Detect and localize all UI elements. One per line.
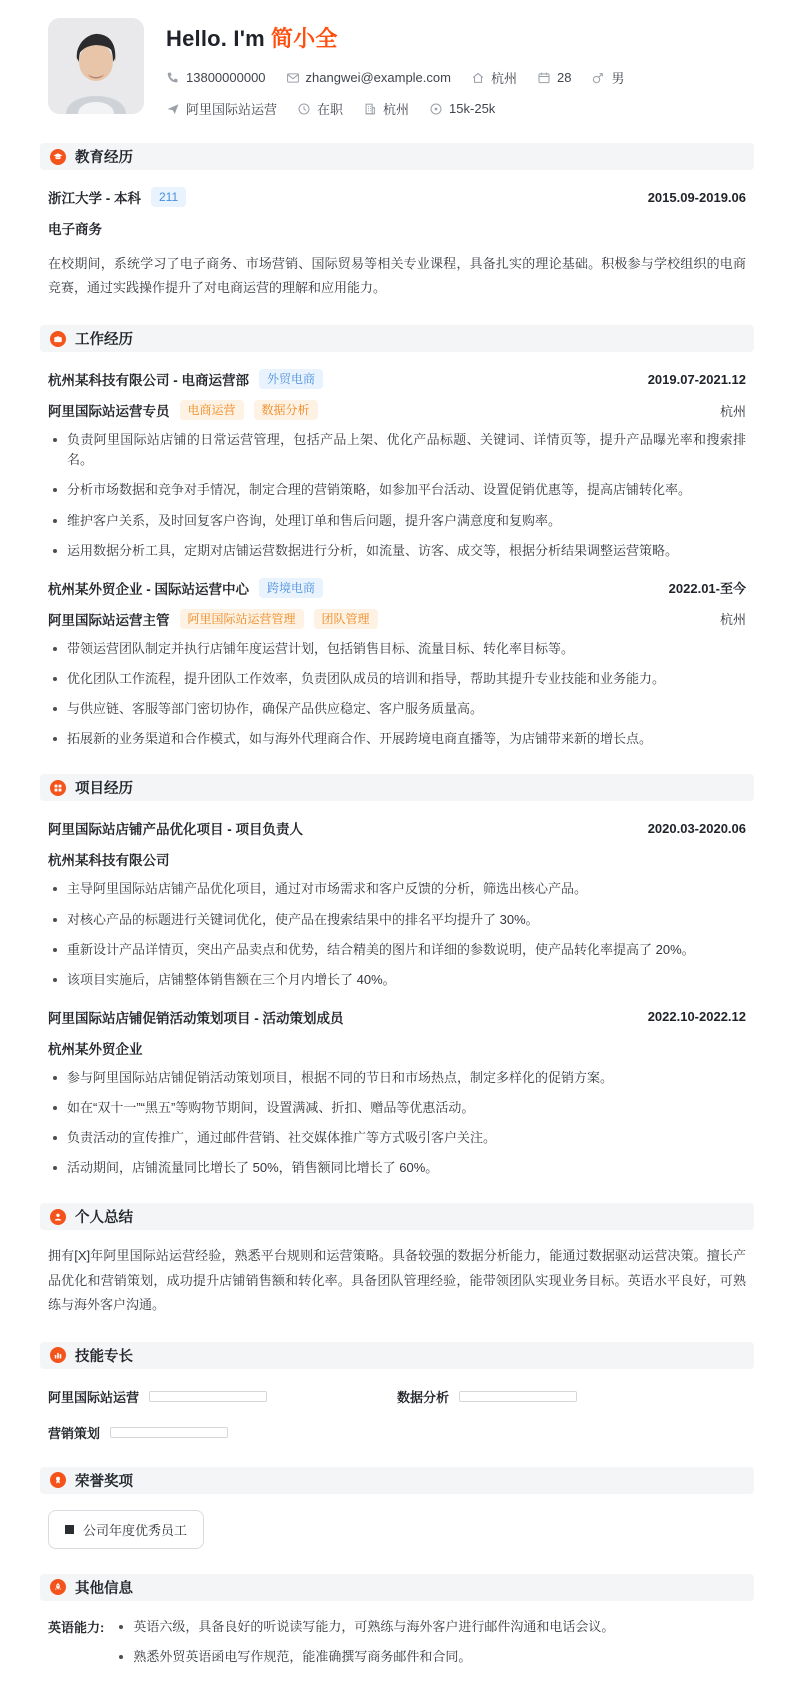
education-description: 在校期间，系统学习了电子商务、市场营销、国际贸易等相关专业课程，具备扎实的理论基础。积极参与学校组织的电商竞赛，通过实践操作提升了对电商运营的理解和应用能力。	[48, 256, 746, 296]
other-info-row	[48, 1617, 746, 1667]
company-name: 杭州某外贸企业 - 国际站运营中心	[48, 581, 249, 597]
work-date: 2019.07-2021.12	[647, 371, 746, 387]
greeting-text: Hello. I'm	[166, 26, 265, 51]
skill-name: 阿里国际站运营	[48, 1389, 140, 1405]
section-summary	[40, 1203, 754, 1316]
section-other	[40, 1574, 754, 1667]
work-bullet: 运用数据分析工具，定期对店铺运营数据进行分析，如流量、访客、成交等，根据分析结果调整运营策略。	[48, 541, 746, 561]
greeting-title	[166, 22, 624, 53]
work-entry-head	[48, 578, 746, 598]
briefcase-icon	[50, 331, 66, 347]
work-entry	[48, 369, 746, 561]
work-city-text: 杭州	[383, 102, 410, 117]
status-icon	[297, 102, 311, 116]
work-bullet: 负责阿里国际站店铺的日常运营管理，包括产品上架、优化产品标题、关键词、详情页等，提升产品曝光率和搜索排名。	[48, 430, 746, 470]
honors-section-title: 荣誉奖项	[75, 1473, 133, 1490]
project-bullet-list	[48, 879, 746, 990]
project-company: 杭州某科技有限公司	[48, 853, 170, 869]
company-name: 杭州某科技有限公司 - 电商运营部	[48, 373, 249, 389]
summary-text: 拥有[X]年阿里国际站运营经验，熟悉平台规则和运营策略。具备较强的数据分析能力，能通过数据驱动运营决策。擅长产品优化和营销策划，成功提升店铺销售额和转化率。具备团队管理经验，能带领团队实现业务目标。英语水平良好，可熟练与海外客户沟通。	[48, 1248, 746, 1312]
person-icon	[50, 1209, 66, 1225]
other-label: 英语能力:	[48, 1619, 105, 1635]
school-name: 浙江大学 - 本科	[48, 191, 141, 206]
bar-chart-icon	[50, 1347, 66, 1363]
skill-bar	[149, 1391, 267, 1402]
skill-name: 数据分析	[397, 1389, 450, 1405]
work-bullet: 与供应链、客服等部门密切协作，确保产品供应稳定、客户服务质量高。	[48, 699, 746, 719]
project-entry-head	[48, 818, 746, 838]
other-bullet: 英语六级，具备良好的听说读写能力，可熟练与海外客户进行邮件沟通和电话会议。	[114, 1617, 746, 1637]
target-job-item	[166, 99, 277, 118]
age-text: 28	[556, 70, 572, 85]
school-badge-211: 211	[151, 187, 186, 207]
home-city-item	[471, 68, 517, 87]
honor-badge-icon	[65, 1525, 74, 1534]
work-bullet-list	[48, 430, 746, 561]
other-bullet: 熟悉外贸英语函电写作规范，能准确撰写商务邮件和合同。	[114, 1647, 746, 1667]
education-icon	[50, 149, 66, 165]
skill-tag: 团队管理	[314, 609, 378, 629]
skills-section-header	[40, 1342, 754, 1369]
skill-tag: 电商运营	[180, 400, 244, 420]
gender-item	[591, 68, 624, 87]
education-date: 2015.09-2019.06	[647, 189, 746, 205]
project-bullet-list	[48, 1068, 746, 1179]
target-job-text: 阿里国际站运营	[186, 102, 278, 117]
city-icon	[363, 102, 377, 116]
summary-section-header	[40, 1203, 754, 1230]
work-entry	[48, 578, 746, 750]
medal-icon	[50, 1472, 66, 1488]
education-major-row	[48, 218, 746, 238]
mail-icon	[286, 71, 300, 85]
section-skills	[40, 1342, 754, 1442]
project-company-row	[48, 1038, 746, 1058]
skill-bar	[110, 1427, 228, 1438]
project-bullet: 该项目实施后，店铺整体销售额在三个月内增长了 40%。	[48, 970, 746, 990]
avatar-illustration	[48, 18, 144, 114]
project-bullet: 对核心产品的标题进行关键词优化，使产品在搜索结果中的排名平均提升了 30%。	[48, 910, 746, 930]
projects-section-header	[40, 774, 754, 801]
project-bullet: 如在“双十一”“黑五”等购物节期间，设置满减、折扣、赠品等优惠活动。	[48, 1098, 746, 1118]
skill-item	[397, 1387, 746, 1406]
other-section-title: 其他信息	[75, 1580, 133, 1597]
salary-icon	[429, 102, 443, 116]
email-item	[286, 70, 451, 85]
project-bullet: 重新设计产品详情页，突出产品卖点和优势，结合精美的图片和详细的参数说明，使产品转化率提高了 20%。	[48, 940, 746, 960]
education-section-header	[40, 143, 754, 170]
skill-name: 营销策划	[48, 1425, 101, 1441]
candidate-name: 简小全	[270, 26, 338, 51]
home-city-text: 杭州	[490, 71, 517, 86]
email-text: zhangwei@example.com	[305, 70, 451, 85]
job-status-item	[297, 99, 343, 118]
project-company-row	[48, 849, 746, 869]
rocket-icon	[50, 1579, 66, 1595]
skill-item	[48, 1387, 397, 1406]
resume-header	[40, 18, 754, 118]
skills-grid	[48, 1387, 746, 1442]
gender-text: 男	[611, 71, 625, 86]
job-title: 阿里国际站运营主管	[48, 612, 170, 628]
work-bullet: 优化团队工作流程，提升团队工作效率，负责团队成员的培训和指导，帮助其提升专业技能和业务能力。	[48, 669, 746, 689]
other-bullet-list	[114, 1617, 746, 1667]
job-title: 阿里国际站运营专员	[48, 404, 170, 420]
project-entry-head	[48, 1007, 746, 1027]
section-work	[40, 325, 754, 749]
gender-icon	[591, 71, 605, 85]
work-location: 杭州	[719, 403, 746, 419]
salary-item	[429, 101, 495, 116]
work-date: 2022.01-至今	[668, 581, 746, 597]
phone-item	[166, 70, 266, 85]
phone-number: 13800000000	[186, 70, 266, 85]
project-company: 杭州某外贸企业	[48, 1041, 143, 1057]
job-status-text: 在职	[317, 102, 344, 117]
honor-chip-row	[48, 1510, 746, 1549]
honor-label: 公司年度优秀员工	[83, 1522, 188, 1538]
education-section-title: 教育经历	[75, 150, 133, 166]
work-bullet: 分析市场数据和竞争对手情况，制定合理的营销策略，如参加平台活动、设置促销优惠等，提高店铺转化率。	[48, 480, 746, 500]
work-section-title: 工作经历	[75, 332, 133, 349]
section-honors	[40, 1467, 754, 1549]
project-bullet: 主导阿里国际站店铺产品优化项目，通过对市场需求和客户反馈的分析，筛选出核心产品。	[48, 879, 746, 899]
skill-tag: 数据分析	[254, 400, 318, 420]
age-item	[537, 70, 571, 85]
skill-bar	[459, 1391, 577, 1402]
work-city-item	[363, 99, 409, 118]
work-location: 杭州	[719, 612, 746, 628]
skill-item	[48, 1423, 397, 1442]
work-bullet-list	[48, 639, 746, 750]
project-bullet: 参与阿里国际站店铺促销活动策划项目，根据不同的节日和市场热点，制定多样化的促销方案。	[48, 1068, 746, 1088]
project-bullet: 活动期间，店铺流量同比增长了 50%，销售额同比增长了 60%。	[48, 1158, 746, 1178]
contact-row-2	[166, 99, 624, 118]
industry-tag: 外贸电商	[259, 369, 323, 389]
project-title: 阿里国际站店铺促销活动策划项目 - 活动策划成员	[48, 1010, 344, 1026]
industry-tag: 跨境电商	[259, 578, 323, 598]
contact-row-1	[166, 68, 624, 87]
project-bullet: 负责活动的宣传推广，通过邮件营销、社交媒体推广等方式吸引客户关注。	[48, 1128, 746, 1148]
work-bullet: 拓展新的业务渠道和合作模式，如与海外代理商合作、开展跨境电商直播等，为店铺带来新的增长点。	[48, 729, 746, 749]
section-projects	[40, 774, 754, 1178]
work-bullet: 维护客户关系，及时回复客户咨询，处理订单和售后问题，提升客户满意度和复购率。	[48, 511, 746, 531]
salary-text: 15k-25k	[449, 101, 496, 116]
work-title-row	[48, 609, 746, 629]
age-icon	[537, 71, 551, 85]
honor-chip	[48, 1510, 204, 1549]
header-info	[166, 18, 624, 118]
summary-section-title: 个人总结	[75, 1210, 133, 1227]
skills-section-title: 技能专长	[75, 1348, 133, 1365]
project-grid-icon	[50, 780, 66, 796]
project-date: 2022.10-2022.12	[647, 1009, 746, 1025]
project-entry	[48, 818, 746, 990]
project-date: 2020.03-2020.06	[647, 820, 746, 836]
education-entry-head	[48, 187, 746, 207]
honors-section-header	[40, 1467, 754, 1494]
project-title: 阿里国际站店铺产品优化项目 - 项目负责人	[48, 822, 303, 838]
section-education	[40, 143, 754, 300]
avatar	[48, 18, 144, 114]
work-entry-head	[48, 369, 746, 389]
skill-tag: 阿里国际站运营管理	[180, 609, 304, 629]
work-title-row	[48, 400, 746, 420]
projects-section-title: 项目经历	[75, 781, 133, 798]
work-section-header	[40, 325, 754, 352]
project-entry	[48, 1007, 746, 1179]
home-icon	[471, 71, 485, 85]
phone-icon	[166, 71, 180, 85]
work-bullet: 带领运营团队制定并执行店铺年度运营计划，包括销售目标、流量目标、转化率目标等。	[48, 639, 746, 659]
major-name: 电子商务	[48, 222, 102, 237]
target-job-icon	[166, 102, 180, 116]
